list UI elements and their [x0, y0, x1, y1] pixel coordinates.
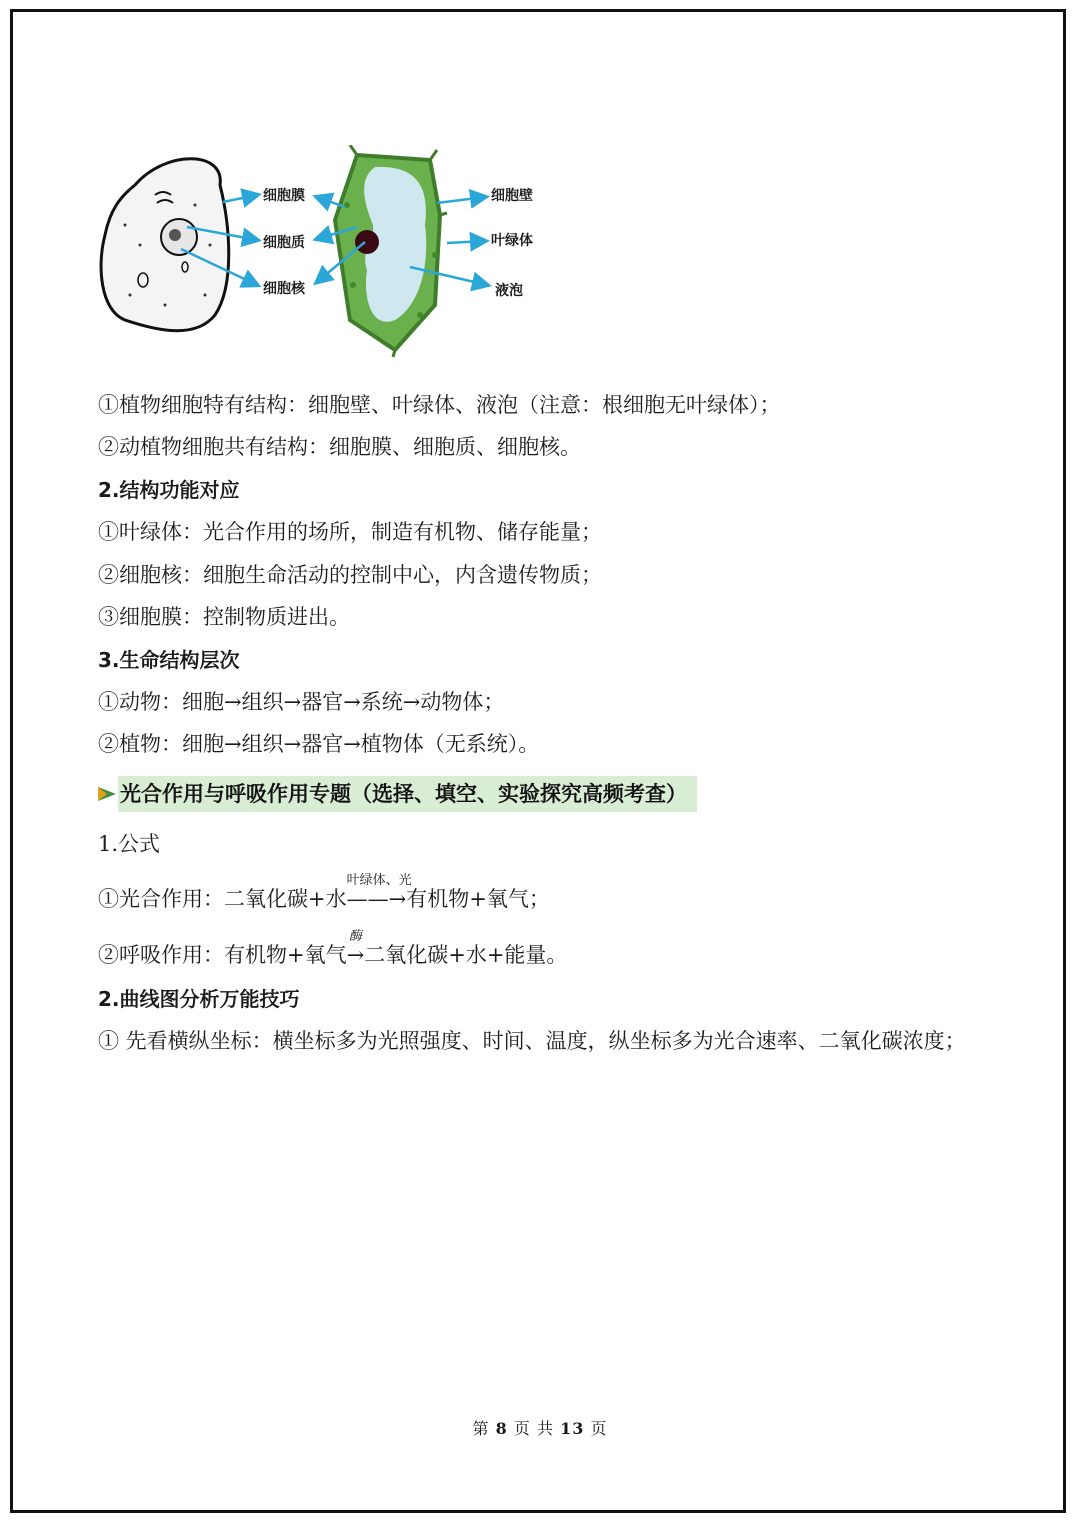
plant-cell [335, 145, 447, 357]
arrow-glyph: ——→ [346, 887, 407, 911]
photosynthesis-condition: 叶绿体、光 [346, 873, 412, 888]
respiration-reactants: ②呼吸作用：有机物+氧气 [98, 943, 347, 967]
respiration-arrow [346, 929, 365, 970]
label-cell-membrane: 细胞膜 [263, 188, 305, 204]
heading-life-levels: 3.生命结构层次 [98, 648, 240, 672]
animal-levels: ①动物：细胞→组织→器官→系统→动物体； [98, 690, 505, 714]
play-triangle-icon [96, 783, 118, 805]
footer-middle: 页 共 [513, 1419, 554, 1438]
chloroplast-function: ①叶绿体：光合作用的场所，制造有机物、储存能量； [98, 520, 602, 544]
current-page-number: 8 [495, 1419, 508, 1438]
heading-formulas: 1.公式 [98, 832, 161, 856]
label-chloroplast: 叶绿体 [491, 233, 533, 249]
respiration-condition: 酶 [348, 929, 362, 944]
section-title: 光合作用与呼吸作用专题（选择、填空、实验探究高频考查） [118, 776, 697, 812]
nucleus-function: ②细胞核：细胞生命活动的控制中心，内含遗传物质； [98, 563, 602, 587]
label-vacuole: 液泡 [495, 283, 523, 299]
photosynthesis-arrow [346, 873, 412, 914]
footer-suffix: 页 [590, 1419, 608, 1438]
heading-structure-function: 2.结构功能对应 [98, 478, 240, 502]
arrow-glyph: → [346, 943, 365, 967]
animal-cell [101, 159, 229, 331]
section-banner [96, 776, 697, 812]
plant-levels: ②植物：细胞→组织→器官→植物体（无系统）。 [98, 732, 540, 756]
curve-tip-axes: ① 先看横纵坐标：横坐标多为光照强度、时间、温度，纵坐标多为光合速率、二氧化碳浓度； [98, 1029, 966, 1053]
membrane-function: ③细胞膜：控制物质进出。 [98, 605, 350, 629]
heading-curve-analysis: 2.曲线图分析万能技巧 [98, 987, 300, 1011]
cell-diagram [95, 145, 555, 360]
plant-unique-structures: ①植物细胞特有结构：细胞壁、叶绿体、液泡（注意：根细胞无叶绿体）； [98, 393, 781, 417]
page-footer [0, 1416, 1080, 1439]
label-cytoplasm: 细胞质 [263, 235, 305, 251]
shared-structures: ②动植物细胞共有结构：细胞膜、细胞质、细胞核。 [98, 435, 581, 459]
photosynthesis-products: 有机物+氧气； [406, 887, 550, 911]
respiration-formula [98, 929, 568, 970]
photosynthesis-reactants: ①光合作用：二氧化碳+水 [98, 887, 347, 911]
total-pages: 13 [560, 1419, 585, 1438]
photosynthesis-formula [98, 873, 550, 914]
label-nucleus: 细胞核 [263, 281, 305, 297]
label-cell-wall: 细胞壁 [491, 188, 533, 204]
footer-prefix: 第 [472, 1419, 490, 1438]
respiration-products: 二氧化碳+水+能量。 [364, 943, 568, 967]
